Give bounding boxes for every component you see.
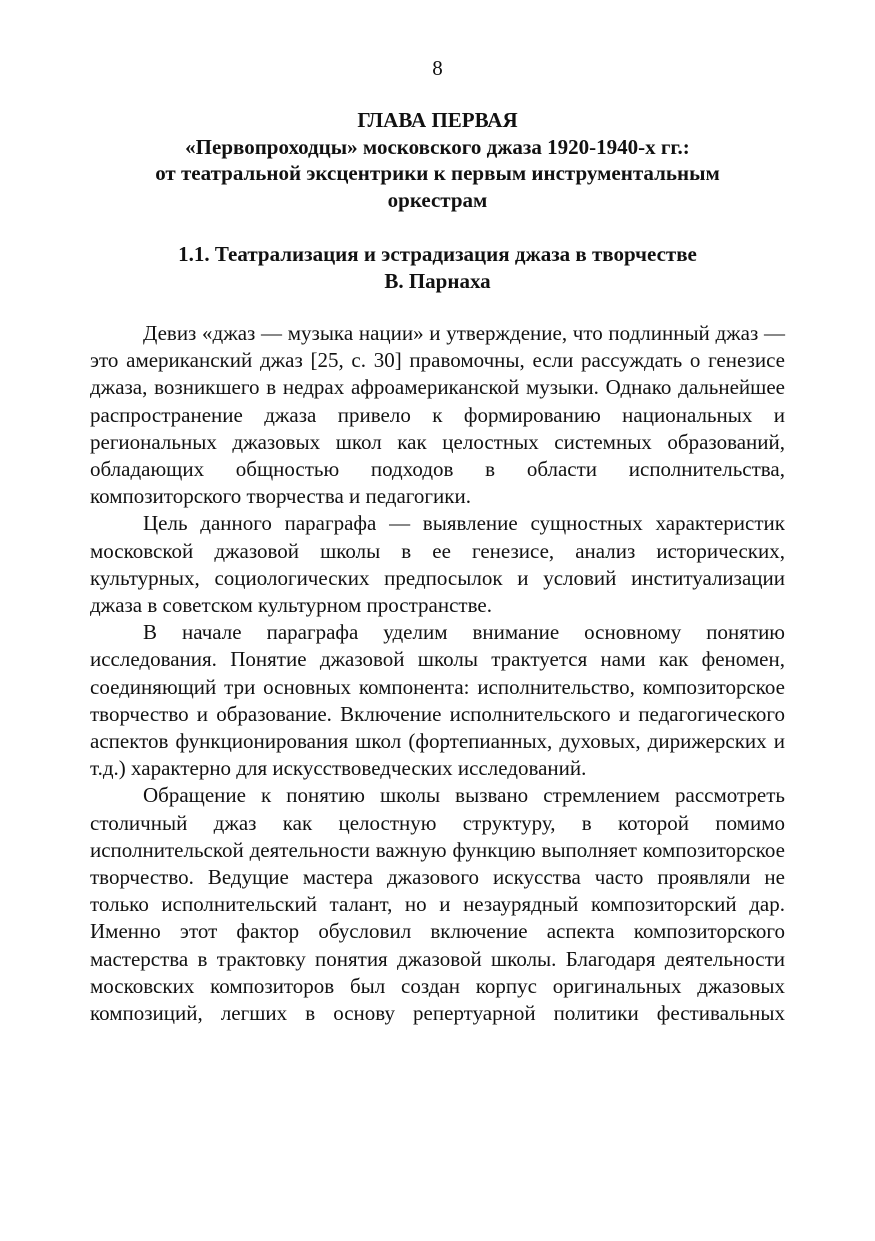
section-title-line-2: В. Парнаха (384, 269, 491, 293)
body-text (90, 320, 785, 1027)
chapter-title-line-2: от театральной эксцентрики к первым инструментальным (155, 161, 720, 185)
chapter-label: ГЛАВА ПЕРВАЯ (357, 108, 518, 132)
chapter-heading (90, 107, 785, 213)
section-title-line-1: 1.1. Театрализация и эстрадизация джаза в творчестве (178, 242, 697, 266)
paragraph-4: Обращение к понятию школы вызвано стремлением рассмотреть столичный джаз как целостную структуру, в которой помимо исполнительской деятельности важную функцию выполняет композиторское творчество. Ведущие мастера джазового искусства часто проявляли не только исполнительский талант, но и незаурядный композиторский дар. Именно этот фактор обусловил включение аспекта композиторского мастерства в трактовку понятия джазовой школы. Благодаря деятельности московских композиторов был создан корпус оригинальных джазовых композиций, легших в основу репертуарной политики фестивальных (90, 783, 785, 1026)
chapter-title-line-3: оркестрам (387, 187, 488, 212)
chapter-title-line-1: «Первопроходцы» московского джаза 1920-1940-х гг.: (185, 134, 690, 159)
paragraph-2: Цель данного параграфа — выявление сущностных характеристик московской джазовой школы в ее генезисе, анализ исторических, культурных, социологических предпосылок и условий институализации джаза в советском культурном пространстве. (90, 511, 785, 618)
page-number: 8 (432, 56, 443, 80)
paragraph-1: Девиз «джаз — музыка нации» и утверждение, что подлинный джаз — это американский джаз [25, с. 30] правомочны, если рассуждать о генезисе джаза, возникшего в недрах афроамериканской музыки. Однако дальнейшее распространение джаза привело к формированию национальных и региональных джазовых школ как целостных системных образований, обладающих общностью подходов в области исполнительства, композиторского творчества и педагогики. (90, 321, 785, 509)
paragraph-3: В начале параграфа уделим внимание основному понятию исследования. Понятие джазовой школы трактуется нами как феномен, соединяющий три основных компонента: исполнительство, композиторское творчество и образование. Включение исполнительского и педагогического аспектов функционирования школ (фортепианных, духовых, дирижерских и т.д.) характерно для искусствоведческих исследований. (90, 620, 785, 781)
section-heading (90, 241, 785, 295)
